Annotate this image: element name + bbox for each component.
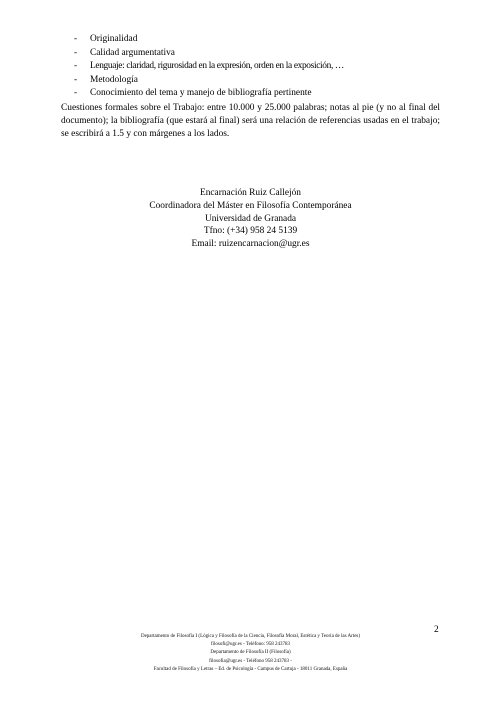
criterion-text: Metodología — [90, 74, 138, 85]
criterion-text: Calidad argumentativa — [90, 47, 175, 58]
list-bullet: - — [74, 34, 78, 44]
criterion-text: Originalidad — [90, 34, 138, 44]
page-footer — [61, 633, 440, 674]
signatory-name: Encarnación Ruiz Callejón — [199, 188, 301, 198]
list-item — [74, 74, 344, 88]
formal-requirements-paragraph: Cuestiones formales sobre el Trabajo: entre 10.000 y 25.000 palabras; notas al pie (y no al final del documento); la bibliografía (que estará al final) será una relación de referencias usadas en el trabajo; se escribirá a 1.5 y con márgenes a los lados. — [61, 103, 440, 139]
signatory-email: Email: ruizencarnacion@ugr.es — [191, 239, 310, 250]
footer-line: Departamento de Filosofía I (Lógica y Filosofía de la Ciencia, Filosofía Moral, Estética y Teoría de las Artes) — [140, 634, 361, 639]
footer-line: Departamento de Filosofía II (Filosofía) — [210, 650, 291, 656]
list-bullet: - — [74, 74, 78, 85]
evaluation-criteria-list — [74, 33, 344, 101]
signatory-phone: Tfno: (+34) 958 24 5139 — [203, 226, 298, 237]
list-item — [74, 47, 344, 61]
footer-line: Facultad de Filosofía y Letras – Ed. de Psicología - Campus de Cartuja - 18011 Granada, España — [153, 666, 348, 672]
signatory-institution: Universidad de Granada — [204, 213, 297, 224]
criterion-text: Lenguaje: claridad, rigurosidad en la expresión, orden en la exposición, … — [90, 61, 344, 71]
footer-line: filosofi@ugr.es - Teléfono: 958 243783 — [210, 642, 290, 648]
list-bullet: - — [74, 47, 78, 58]
list-bullet: - — [74, 61, 78, 71]
criterion-text: Conocimiento del tema y manejo de bibliografía pertinente — [90, 88, 312, 98]
page-number: 2 — [434, 625, 439, 635]
list-bullet: - — [74, 88, 78, 98]
signatory-role: Coordinadora del Máster en Filosofía Contemporánea — [149, 200, 352, 211]
list-item — [74, 60, 344, 74]
signature-block — [61, 187, 440, 251]
list-item — [74, 87, 344, 101]
footer-line: filosofia@ugr.es - Teléfono 958 243783 - — [209, 658, 292, 664]
list-item — [74, 33, 344, 47]
